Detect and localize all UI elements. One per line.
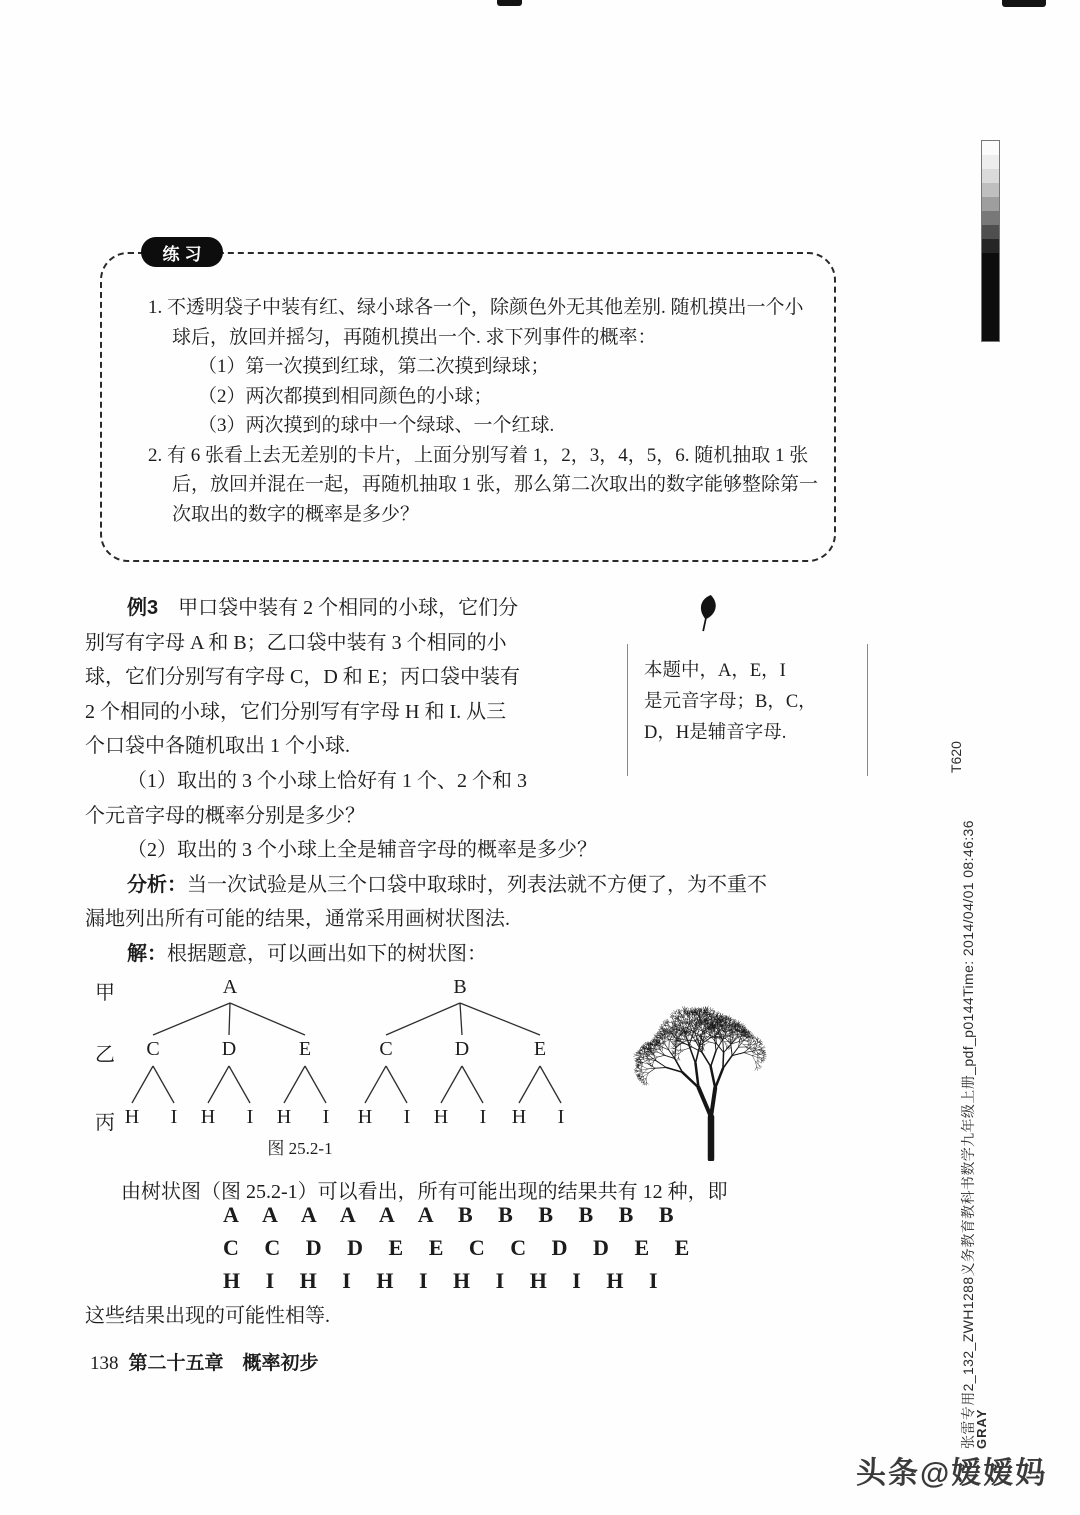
example-text: 个口袋中各随机取出 1 个小球. xyxy=(85,735,350,758)
results-row: C C D D E E C C D D E E xyxy=(223,1235,690,1260)
tree-illustration xyxy=(616,956,806,1161)
results-outro: 这些结果出现的可能性相等. xyxy=(85,1305,330,1327)
results-intro: 由树状图（图 25.2-1）可以看出，所有可能出现的结果共有 12 种，即 xyxy=(121,1181,728,1203)
tree-node: C xyxy=(146,1038,160,1060)
example-line xyxy=(85,833,767,868)
tree-node: I xyxy=(557,1106,565,1128)
practice-label: 练习 xyxy=(141,237,223,267)
example-text: 漏地列出所有可能的结果，通常采用画树状图法. xyxy=(85,908,510,931)
tree-node: E xyxy=(298,1038,312,1060)
example-text: 根据题意，可以画出如下的树状图： xyxy=(167,942,487,965)
example-text: 2 个相同的小球，它们分别写有字母 H 和 I. 从三 xyxy=(85,700,507,723)
tree-node: A xyxy=(222,976,238,998)
scan-artifact xyxy=(497,0,522,6)
tree-node: I xyxy=(322,1106,330,1128)
figure-caption: 图 25.2-1 xyxy=(267,1139,333,1158)
scan-artifact xyxy=(1002,0,1046,7)
tree-node: C xyxy=(379,1038,393,1060)
tree-node: B xyxy=(453,976,467,998)
solution-label: 解： xyxy=(127,942,167,965)
note-line: 是元音字母；B，C， xyxy=(644,692,817,712)
tree-node: H xyxy=(433,1106,449,1128)
practice-line: 次取出的数字的概率是多少？ xyxy=(172,503,420,525)
page-footer xyxy=(90,1348,319,1375)
practice-line: 2. 有 6 张看上去无差别的卡片，上面分别写着 1，2，3，4，5，6. 随机抽取 1 张 xyxy=(148,444,809,466)
analysis-label: 分析： xyxy=(127,873,187,896)
results-row: H I H I H I H I H I H I xyxy=(223,1268,658,1293)
margin-gray-label: GRAY xyxy=(974,1408,989,1449)
example-text: （2）取出的 3 个小球上全是辅音字母的概率是多少？ xyxy=(127,839,597,862)
practice-content xyxy=(148,293,818,529)
example-text: 别写有字母 A 和 B；乙口袋中装有 3 个相同的小 xyxy=(85,631,507,654)
tree-node: I xyxy=(246,1106,254,1128)
practice-line: （3）两次摸到的球中一个绿球、一个红球. xyxy=(198,415,555,436)
tree-row-label: 甲 xyxy=(95,982,115,1004)
tree-node: H xyxy=(200,1106,216,1128)
tree-row-label: 乙 xyxy=(95,1044,115,1066)
example-text: 甲口袋中装有 2 个相同的小球，它们分 xyxy=(158,597,519,619)
margin-watermark-info: 张雷专用2_132_ZWH1288义务教育教科书数学九年级上册_pdf_p0144Time: 2014/04/01 08:46:36 xyxy=(960,820,976,1449)
tree-node: I xyxy=(479,1106,487,1128)
tree-node: E xyxy=(533,1038,547,1060)
note-line: 本题中，A，E，I xyxy=(644,661,786,681)
practice-line: 1. 不透明袋子中装有红、绿小球各一个，除颜色外无其他差别. 随机摸出一个小 xyxy=(148,297,804,318)
page-number: 138 xyxy=(90,1353,119,1374)
example-label: 例3 xyxy=(127,597,159,619)
tree-node: D xyxy=(221,1038,237,1060)
practice-line: （1）第一次摸到红球，第二次摸到绿球； xyxy=(198,356,550,377)
tree-node: H xyxy=(124,1106,140,1128)
practice-line: 球后，放回并摇匀，再随机摸出一个. 求下列事件的概率： xyxy=(172,326,657,348)
margin-note xyxy=(627,644,868,776)
results-row: A A A A A A B B B B B B xyxy=(223,1202,674,1227)
corner-watermark: 头条@嫒嫒妈 xyxy=(856,1457,1048,1490)
practice-line: 后，放回并混在一起，再随机抽取 1 张，那么第二次取出的数字能够整除第一 xyxy=(172,474,819,495)
grayscale-calibration-bar xyxy=(981,140,1000,342)
tree-node: H xyxy=(511,1106,527,1128)
example-text: 当一次试验是从三个口袋中取球时，列表法就不方便了，为不重不 xyxy=(187,873,767,896)
example-text: 个元音字母的概率分别是多少？ xyxy=(85,804,365,827)
example-text: （1）取出的 3 个小球上恰好有 1 个、2 个和 3 xyxy=(127,769,527,792)
example-line xyxy=(85,868,767,903)
tree-node: I xyxy=(170,1106,178,1128)
example-line xyxy=(85,902,767,937)
note-line: D，H是辅音字母. xyxy=(644,723,787,743)
example-line xyxy=(85,799,767,834)
example-text: 球，它们分别写有字母 C，D 和 E；丙口袋中装有 xyxy=(85,666,520,689)
margin-code: T620 xyxy=(948,741,964,773)
tree-node: H xyxy=(357,1106,373,1128)
practice-line: （2）两次都摸到相同颜色的小球； xyxy=(198,385,493,407)
tree-node: I xyxy=(403,1106,411,1128)
tree-node: D xyxy=(454,1038,470,1060)
tree-row-label: 丙 xyxy=(95,1112,115,1134)
chapter-title: 第二十五章 概率初步 xyxy=(128,1353,319,1374)
example-line xyxy=(85,591,767,626)
tree-node: H xyxy=(276,1106,292,1128)
